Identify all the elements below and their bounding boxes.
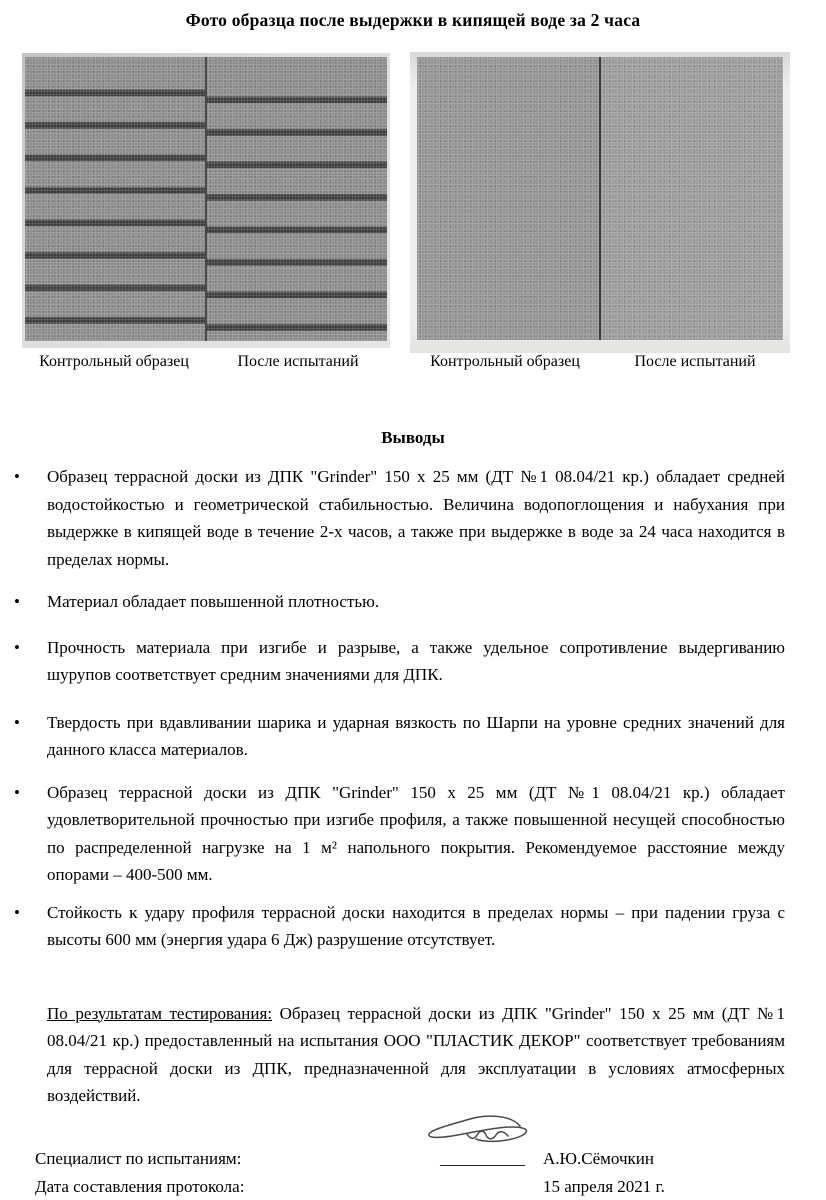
test-summary-paragraph	[47, 1000, 785, 1110]
conclusion-text: Прочность материала при изгибе и разрыве, а также удельное сопротивление выдергиванию шурупов соответствует средним значениями для ДПК.	[47, 637, 785, 684]
bullet-icon: •	[14, 782, 20, 802]
protocol-date: 15 апреля 2021 г.	[543, 1177, 665, 1196]
conclusion-item	[14, 634, 785, 689]
caption-control-sample: Контрольный образец	[430, 353, 580, 370]
conclusion-item	[14, 899, 785, 954]
bullet-icon: •	[14, 592, 20, 611]
protocol-date-label: Дата составления протокола:	[35, 1177, 245, 1196]
photo-plain-samples	[410, 52, 790, 353]
specialist-label: Специалист по испытаниям:	[35, 1149, 242, 1168]
conclusion-text: Образец террасной доски из ДПК "Grinder" 150 х 25 мм (ДТ №1 08.04/21 кр.) обладает средней водостойкостью и геометрической стабильностью. Величина водопоглощения и набухания при выдержке в кипящей воде в течение 2-х часов, а также при выдержке в воде за 24 часа находится в пределах нормы.	[47, 467, 785, 569]
conclusion-item	[14, 463, 785, 573]
photo-right-captions	[410, 353, 790, 371]
grooved-board-tested	[205, 57, 387, 341]
conclusions-list	[14, 463, 785, 1110]
conclusion-item	[14, 588, 785, 616]
caption-control-sample: Контрольный образец	[39, 353, 189, 370]
bullet-icon: •	[14, 467, 20, 486]
signature-line: __________	[440, 1149, 525, 1168]
plain-board-control	[417, 57, 599, 340]
photo-left-captions	[22, 353, 390, 371]
conclusions-heading: Выводы	[381, 428, 445, 447]
summary-text: Образец террасной доски из ДПК "Grinder" 150 х 25 мм (ДТ №1 08.04/21 кр.) предоставленный на испытания ООО "ПЛАСТИК ДЕКОР" соответствует требованиям для террасной доски из ДПК, предназначенной для эксплуатации в условиях атмосферных воздействий.	[47, 1003, 785, 1105]
conclusion-item	[14, 709, 785, 764]
grooved-board-control	[25, 57, 205, 341]
page-title: Фото образца после выдержки в кипящей воде за 2 часа	[185, 10, 641, 30]
plain-board-tested	[599, 57, 783, 340]
bullet-icon: •	[14, 902, 20, 922]
conclusion-text: Твердость при вдавливании шарика и ударная вязкость по Шарпи на уровне средних значений для данного класса материалов.	[47, 712, 785, 759]
caption-after-test: После испытаний	[237, 353, 359, 370]
specialist-name: А.Ю.Сёмочкин	[543, 1149, 654, 1168]
conclusion-item	[14, 779, 785, 889]
caption-after-test: После испытаний	[634, 353, 756, 370]
conclusion-text: Стойкость к удару профиля террасной доски находится в пределах нормы – при падении груза с высоты 600 мм (энергия удара 6 Дж) разрушение отсутствует.	[47, 902, 785, 949]
conclusion-text: Материал обладает повышенной плотностью.	[47, 592, 380, 611]
photo-grooved-samples	[22, 53, 390, 348]
bullet-icon: •	[14, 637, 20, 657]
summary-lead: По результатам тестирования:	[47, 1003, 273, 1023]
bullet-icon: •	[14, 712, 20, 732]
conclusion-text: Образец террасной доски из ДПК "Grinder" 150 х 25 мм (ДТ №1 08.04/21 кр.) обладает удовлетворительной прочностью при изгибе профиля, а также повышенной несущей способностью по распределенной нагрузке на 1 м² напольного покрытия. Рекомендуемое расстояние между опорами – 400-500 мм.	[47, 782, 785, 884]
